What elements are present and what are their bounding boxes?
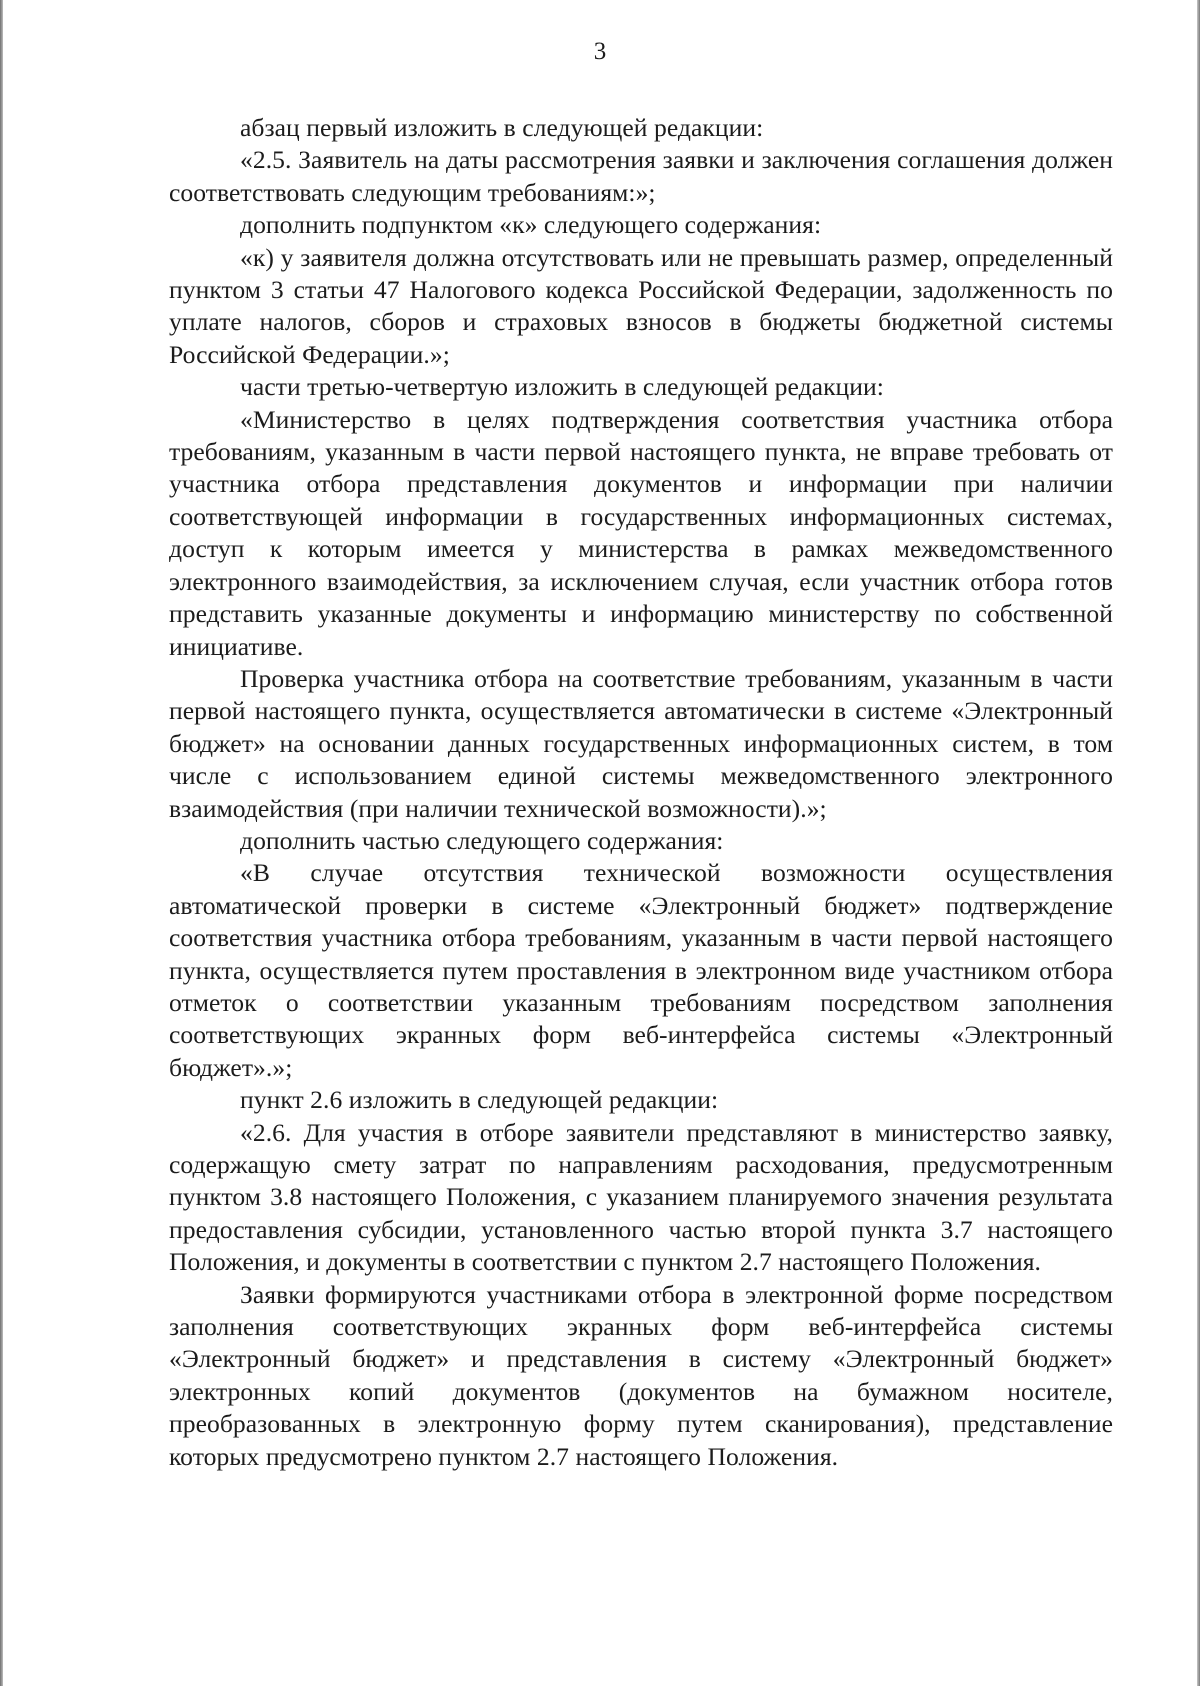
paragraph-amend-parts-3-4: части третью-четвертую изложить в следующей редакции: [240,372,884,402]
paragraph-automatic-check: Проверка участника отбора на соответствие требованиям, указанным в части первой настоящего пункта, осуществляется автоматически в системе «Электронный бюджет» на основании данных государственных информационных систем, в том числе с использованием единой системы межведомственного электронного взаимодействия (при наличии технической возможности).»; [169,663,1113,823]
paragraph-no-technical-possibility: «В случае отсутствия технической возможности осуществления автоматической проверки в системе «Электронный бюджет» подтверждение соответствия участника отбора требованиям, указанным в части первой настоящего пункта, осуществляется путем проставления в электронном виде участником отбора отметок о соответствии указанным требованиям посредством заполнения соответствующих экранных форм веб-интерфейса системы «Электронный бюджет».»; [169,858,1113,1082]
paragraph-add-subitem-k: дополнить подпунктом «к» следующего содержания: [240,210,822,240]
paragraph-amend-first: абзац первый изложить в следующей редакции: [240,113,764,142]
paragraph-clause-2-6: «2.6. Для участия в отборе заявители представляют в министерство заявку, содержащую смету затрат по направлениям расходования, предусмотренным пунктом 3.8 настоящего Положения, с указанием планируемого значения результата предоставления субсидии, установленного частью второй пункта 3.7 настоящего Положения, и документы в соответствии с пунктом 2.7 настоящего Положения. [169,1117,1113,1277]
paragraph-clause-2-5: «2.5. Заявитель на даты рассмотрения заявки и заключения соглашения должен соответствовать следующим требованиям:»; [169,145,1113,207]
paragraph-amend-2-6: пункт 2.6 изложить в следующей редакции: [240,1085,719,1115]
paragraph-ministry-verification: «Министерство в целях подтверждения соответствия участника отбора требованиям, указанным в части первой настоящего пункта, не вправе требовать от участника отбора представления документов и информации при наличии соответствующей информации в государственных информационных системах, доступ к которым имеется у министерства в рамках межведомственного электронного взаимодействия, за исключением случая, если участник отбора готов представить указанные документы и информацию министерству по собственной инициативе. [169,404,1113,661]
document-body [169,112,1113,1473]
page-number: 3 [593,38,607,65]
paragraph-applications-electronic: Заявки формируются участниками отбора в электронной форме посредством заполнения соответствующих экранных форм веб-интерфейса системы «Электронный бюджет» и представления в систему «Электронный бюджет» электронных копий документов (документов на бумажном носителе, преобразованных в электронную форму путем сканирования), представление которых предусмотрено пунктом 2.7 настоящего Положения. [169,1279,1113,1471]
paragraph-add-part: дополнить частью следующего содержания: [240,825,724,855]
scan-edge-left [0,0,3,1686]
paragraph-subitem-k: «к) у заявителя должна отсутствовать или не превышать размер, определенный пунктом 3 статьи 47 Налогового кодекса Российской Федерации, задолженность по уплате налогов, сборов и страховых взносов в бюджеты бюджетной системы Российской Федерации.»; [169,242,1113,369]
